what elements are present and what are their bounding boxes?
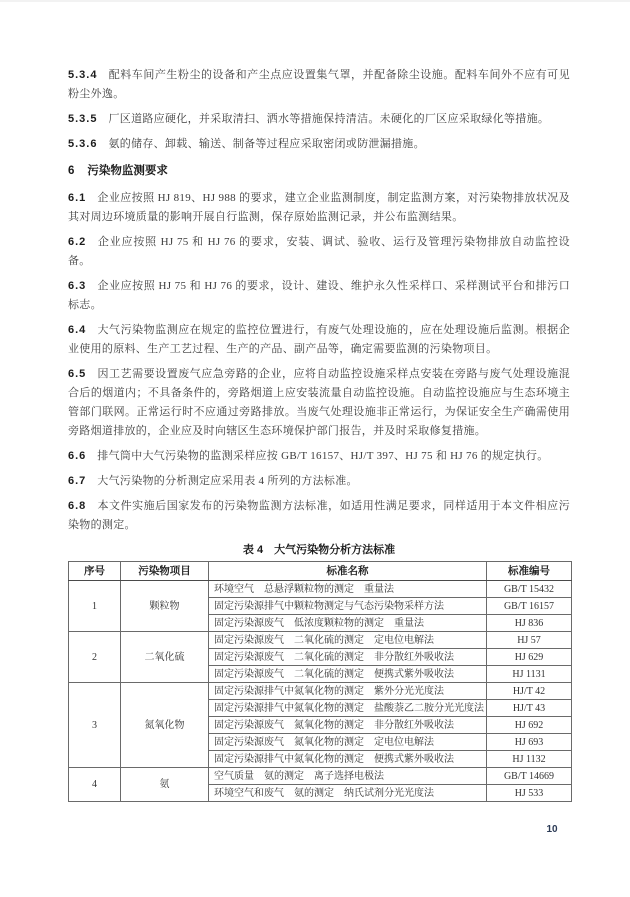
cell-std-code: HJ 693 xyxy=(487,734,572,751)
cell-std-code: HJ 629 xyxy=(487,649,572,666)
clause-text: 厂区道路应硬化，并采取清扫、洒水等措施保持清洁。未硬化的厂区应采取绿化等措施。 xyxy=(108,113,550,125)
clause-number: 6.8 xyxy=(68,500,87,512)
cell-std-code: GB/T 14669 xyxy=(487,768,572,785)
cell-std-code: HJ/T 42 xyxy=(487,683,572,700)
clause-5-3-6 xyxy=(68,135,570,154)
cell-seq: 1 xyxy=(69,581,121,632)
cell-seq: 3 xyxy=(69,683,121,768)
clause-text: 企业应按照 HJ 819、HJ 988 的要求，建立企业监测制度，制定监测方案，对污染物排放状况及其对周边环境质量的影响开展自行监测，保存原始监测记录，并公布监测结果。 xyxy=(68,192,570,223)
cell-std-code: GB/T 16157 xyxy=(487,598,572,615)
cell-std-code: HJ/T 43 xyxy=(487,700,572,717)
clause-text: 氨的储存、卸载、输送、制备等过程应采取密闭或防泄漏措施。 xyxy=(108,138,425,150)
clause-6-8 xyxy=(68,497,570,535)
clause-text: 配料车间产生粉尘的设备和产尘点应设置集气罩，并配备除尘设施。配料车间外不应有可见粉尘外逸。 xyxy=(68,69,570,100)
table-row xyxy=(69,632,572,649)
clause-text: 因工艺需要设置废气应急旁路的企业，应将自动监控设施采样点安装在旁路与废气处理设施混合后的烟道内；不具备条件的，旁路烟道上应安装流量自动监控设施。自动监控设施应与生态环境主管部门联网。正常运行时不应通过旁路排放。当废气处理设施非正常运行，为保证安全生产确需使用旁路烟道排放的，企业应及时向辖区生态环境保护部门报告，并及时采取修复措施。 xyxy=(68,368,570,437)
clause-number: 6.4 xyxy=(68,324,87,336)
cell-std-name: 固定污染源排气中氮氧化物的测定 盐酸萘乙二胺分光光度法 xyxy=(209,700,487,717)
cell-std-name: 环境空气和废气 氨的测定 纳氏试剂分光光度法 xyxy=(209,785,487,802)
cell-std-code: HJ 1131 xyxy=(487,666,572,683)
cell-std-name: 固定污染源废气 二氧化硫的测定 定电位电解法 xyxy=(209,632,487,649)
cell-std-code: HJ 692 xyxy=(487,717,572,734)
section-title: 污染物监测要求 xyxy=(87,165,168,177)
cell-std-name: 固定污染源废气 二氧化硫的测定 非分散红外吸收法 xyxy=(209,649,487,666)
clause-5-3-5 xyxy=(68,110,570,129)
clause-number: 5.3.4 xyxy=(68,69,98,81)
cell-seq: 4 xyxy=(69,768,121,802)
cell-std-code: HJ 836 xyxy=(487,615,572,632)
table-row xyxy=(69,768,572,785)
clause-number: 5.3.6 xyxy=(68,138,98,150)
clause-text: 企业应按照 HJ 75 和 HJ 76 的要求，安装、调试、验收、运行及管理污染物排放自动监控设备。 xyxy=(68,236,570,267)
cell-pollutant: 二氧化硫 xyxy=(121,632,209,683)
clause-text: 大气污染物监测应在规定的监控位置进行，有废气处理设施的，应在处理设施后监测。根据企业使用的原料、生产工艺过程、生产的产品、副产品等，确定需要监测的污染物项目。 xyxy=(68,324,570,355)
clause-text: 排气筒中大气污染物的监测采样应按 GB/T 16157、HJ/T 397、HJ 75 和 HJ 76 的规定执行。 xyxy=(97,450,549,462)
clause-6-3 xyxy=(68,277,570,315)
table-header-row xyxy=(69,562,572,581)
cell-std-name: 固定污染源废气 二氧化硫的测定 便携式紫外吸收法 xyxy=(209,666,487,683)
section-number: 6 xyxy=(68,165,75,177)
clause-6-4 xyxy=(68,321,570,359)
col-header-std-code: 标准编号 xyxy=(487,562,572,581)
clause-text: 大气污染物的分析测定应采用表 4 所列的方法标准。 xyxy=(97,475,358,487)
col-header-pollutant: 污染物项目 xyxy=(121,562,209,581)
cell-pollutant: 颗粒物 xyxy=(121,581,209,632)
cell-std-name: 空气质量 氨的测定 离子选择电极法 xyxy=(209,768,487,785)
clause-6-6 xyxy=(68,447,570,466)
table-row xyxy=(69,581,572,598)
cell-pollutant: 氮氧化物 xyxy=(121,683,209,768)
cell-std-name: 固定污染源排气中颗粒物测定与气态污染物采样方法 xyxy=(209,598,487,615)
clause-text: 企业应按照 HJ 75 和 HJ 76 的要求，设计、建设、维护永久性采样口、采样测试平台和排污口标志。 xyxy=(68,280,570,311)
cell-std-name: 固定污染源废气 氮氧化物的测定 定电位电解法 xyxy=(209,734,487,751)
clause-6-7 xyxy=(68,472,570,491)
clause-number: 6.5 xyxy=(68,368,87,380)
clause-number: 6.1 xyxy=(68,192,87,204)
clause-number: 6.7 xyxy=(68,475,87,487)
col-header-std-name: 标准名称 xyxy=(209,562,487,581)
clause-5-3-4 xyxy=(68,66,570,104)
analysis-methods-table xyxy=(68,561,572,802)
col-header-seq: 序号 xyxy=(69,562,121,581)
page-number: 10 xyxy=(546,824,558,835)
table-caption: 表 4 大气污染物分析方法标准 xyxy=(242,544,396,556)
cell-std-code: GB/T 15432 xyxy=(487,581,572,598)
cell-std-code: HJ 57 xyxy=(487,632,572,649)
section-6-heading xyxy=(68,162,570,181)
cell-std-code: HJ 533 xyxy=(487,785,572,802)
clause-number: 6.6 xyxy=(68,450,87,462)
cell-pollutant: 氨 xyxy=(121,768,209,802)
cell-std-name: 环境空气 总悬浮颗粒物的测定 重量法 xyxy=(209,581,487,598)
clause-number: 6.3 xyxy=(68,280,87,292)
cell-std-name: 固定污染源废气 氮氧化物的测定 非分散红外吸收法 xyxy=(209,717,487,734)
table-row xyxy=(69,683,572,700)
cell-std-name: 固定污染源排气中氮氧化物的测定 便携式紫外吸收法 xyxy=(209,751,487,768)
cell-std-name: 固定污染源废气 低浓度颗粒物的测定 重量法 xyxy=(209,615,487,632)
clause-number: 5.3.5 xyxy=(68,113,98,125)
cell-seq: 2 xyxy=(69,632,121,683)
cell-std-code: HJ 1132 xyxy=(487,751,572,768)
clause-text: 本文件实施后国家发布的污染物监测方法标准，如适用性满足要求，同样适用于本文件相应污染物的测定。 xyxy=(68,500,570,531)
clause-6-5 xyxy=(68,365,570,441)
clause-number: 6.2 xyxy=(68,236,87,248)
clause-6-1 xyxy=(68,189,570,227)
clause-6-2 xyxy=(68,233,570,271)
cell-std-name: 固定污染源排气中氮氧化物的测定 紫外分光光度法 xyxy=(209,683,487,700)
